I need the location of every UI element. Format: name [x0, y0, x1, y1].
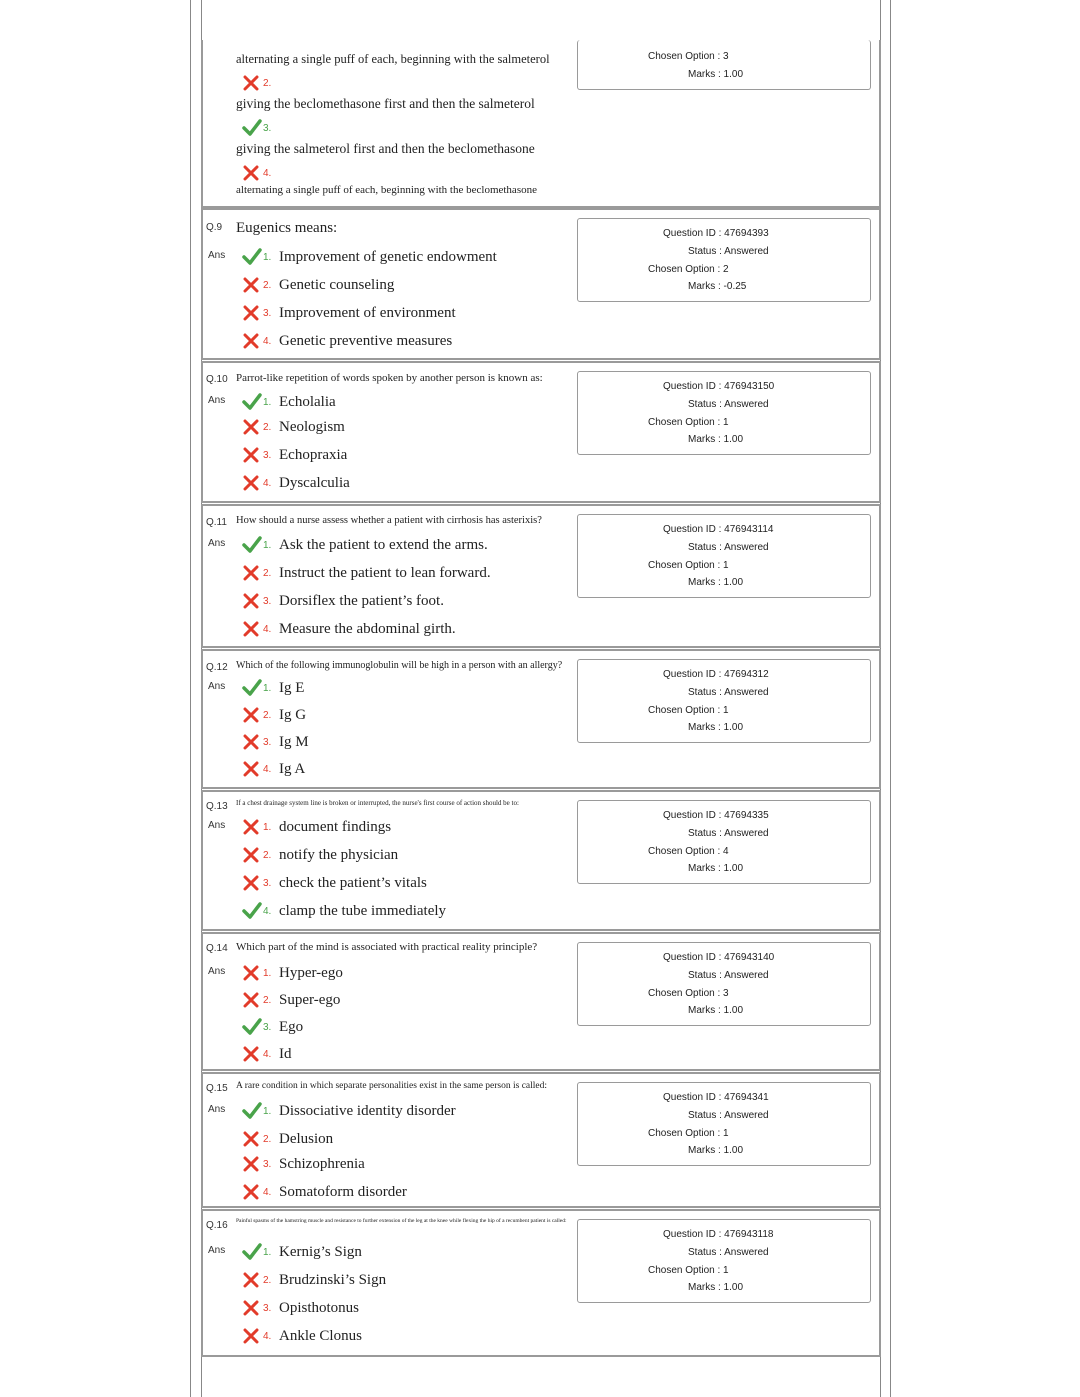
cross-icon — [242, 1299, 260, 1317]
option-number: 4. — [263, 1048, 272, 1060]
ans-label: Ans — [208, 966, 226, 977]
cross-icon — [242, 991, 260, 1009]
cross-icon — [242, 1155, 260, 1173]
option-number: 1. — [263, 396, 272, 408]
question-text: Which of the following immunoglobulin will be high in a person with an allergy? — [236, 660, 563, 671]
option-text: Ig G — [279, 706, 307, 723]
cross-icon — [242, 733, 260, 751]
option-2 — [242, 989, 340, 1011]
option-2 — [242, 274, 394, 296]
option-text: Genetic counseling — [279, 276, 395, 293]
option-2 — [242, 416, 345, 438]
ans-label: Ans — [208, 820, 226, 831]
option-1 — [242, 1241, 362, 1263]
question-number: Q.13 — [206, 801, 228, 812]
ans-label: Ans — [208, 250, 226, 261]
option-number: 2. — [263, 1133, 272, 1145]
option-text: Dorsiflex the patient’s foot. — [279, 592, 444, 609]
option-4 — [242, 618, 456, 640]
cross-icon — [242, 418, 260, 436]
option-text: clamp the tube immediately — [279, 902, 447, 919]
option-4 — [242, 472, 350, 494]
question-number: Q.16 — [206, 1220, 228, 1231]
question-id: Question ID : 476943114 — [663, 524, 774, 535]
option-number: 2. — [263, 421, 272, 433]
option-3 — [242, 1016, 303, 1038]
option-1 — [242, 962, 343, 984]
marks: Marks : 1.00 — [688, 722, 744, 733]
option-number: 2. — [263, 77, 272, 89]
check-icon — [242, 393, 260, 411]
marks: Marks : 1.00 — [688, 577, 744, 588]
option-number: 3. — [263, 307, 272, 319]
chosen-option: Chosen Option : 1 — [648, 560, 729, 571]
status: Status : Answered — [688, 399, 769, 410]
status: Status : Answered — [688, 687, 769, 698]
option-text: Ig M — [279, 733, 309, 750]
cross-icon — [242, 874, 260, 892]
question-number: Q.11 — [206, 517, 227, 528]
option-3 — [242, 1297, 359, 1319]
option-1 — [242, 1100, 456, 1122]
status: Status : Answered — [688, 828, 769, 839]
question-info-box — [577, 218, 871, 302]
status: Status : Answered — [688, 970, 769, 981]
option-number: 4. — [263, 623, 272, 635]
option-4 — [242, 162, 277, 184]
cross-icon — [242, 332, 260, 350]
option-text: Id — [279, 1045, 292, 1062]
option-number: 2. — [263, 567, 272, 579]
question-number: Q.15 — [206, 1083, 228, 1094]
question-number: Q.14 — [206, 943, 228, 954]
question-info-box — [577, 1219, 871, 1303]
check-icon — [242, 1243, 260, 1261]
option-number: 4. — [263, 477, 272, 489]
option-2 — [242, 72, 277, 94]
option-text: Genetic preventive measures — [279, 332, 453, 349]
option-4 — [242, 330, 452, 352]
chosen-option: Chosen Option : 3 — [648, 988, 729, 999]
question-block — [201, 361, 881, 503]
option-number: 3. — [263, 1158, 272, 1170]
marks: Marks : 1.00 — [688, 434, 744, 445]
question-text: How should a nurse assess whether a patient with cirrhosis has asterixis? — [236, 515, 542, 526]
option-2 — [242, 1269, 386, 1291]
question-id: Question ID : 47694341 — [663, 1092, 769, 1103]
option-number: 4. — [263, 167, 272, 179]
option-number: 3. — [263, 122, 272, 134]
option-text: Brudzinski’s Sign — [279, 1271, 387, 1288]
option-number: 2. — [263, 1274, 272, 1286]
question-text: Parrot-like repetition of words spoken by another person is known as: — [236, 372, 543, 384]
option-number: 3. — [263, 1302, 272, 1314]
option-1 — [242, 391, 336, 413]
question-id: Question ID : 47694312 — [663, 669, 769, 680]
question-number: Q.10 — [206, 374, 228, 385]
option-number: 1. — [263, 821, 272, 833]
option-4 — [242, 1181, 407, 1203]
option-2 — [242, 704, 306, 726]
option-3 — [242, 590, 444, 612]
cross-icon — [242, 760, 260, 778]
chosen-option: Chosen Option : 1 — [648, 1265, 729, 1276]
option-number: 2. — [263, 849, 272, 861]
question-block — [201, 790, 881, 931]
option-number: 4. — [263, 1186, 272, 1198]
option-number: 1. — [263, 251, 272, 263]
chosen-option: Chosen Option : 4 — [648, 846, 729, 857]
option-number: 1. — [263, 1105, 272, 1117]
option-number: 4. — [263, 763, 272, 775]
question-number: Q.9 — [206, 222, 223, 233]
cross-icon — [242, 1327, 260, 1345]
option-2 — [242, 1128, 333, 1150]
option-text: Dyscalculia — [279, 474, 350, 491]
question-id: Question ID : 476943150 — [663, 381, 775, 392]
option-number: 2. — [263, 279, 272, 291]
option-text: Opisthotonus — [279, 1299, 360, 1316]
option-3 — [242, 872, 427, 894]
option-text: Super-ego — [279, 991, 341, 1008]
cross-icon — [242, 1183, 260, 1201]
question-info-box — [577, 659, 871, 743]
option-3 — [242, 1153, 365, 1175]
option-text: Ig A — [279, 760, 306, 777]
cross-icon — [242, 1045, 260, 1063]
chosen-option: Chosen Option : 1 — [648, 417, 729, 428]
marks: Marks : 1.00 — [688, 1282, 744, 1293]
option-number: 1. — [263, 967, 272, 979]
cross-icon — [242, 620, 260, 638]
chosen-option: Chosen Option : 3 — [648, 51, 729, 62]
option-number: 2. — [263, 709, 272, 721]
question-info-box — [577, 1082, 871, 1166]
option-number: 3. — [263, 877, 272, 889]
question-id: Question ID : 476943140 — [663, 952, 775, 963]
check-icon — [242, 248, 260, 266]
option-4 — [242, 758, 305, 780]
option-number: 3. — [263, 1021, 272, 1033]
option-text: Hyper-ego — [279, 964, 343, 981]
option-text: Instruct the patient to lean forward. — [279, 564, 491, 581]
option-text: Measure the abdominal girth. — [279, 620, 456, 637]
question-id: Question ID : 47694335 — [663, 810, 769, 821]
option-1 — [242, 816, 391, 838]
option-4 — [242, 1325, 362, 1347]
ans-label: Ans — [208, 1104, 226, 1115]
cross-icon — [242, 474, 260, 492]
option-text: Neologism — [279, 418, 345, 435]
option-number: 1. — [263, 539, 272, 551]
option-text: Ankle Clonus — [279, 1327, 362, 1344]
cross-icon — [242, 1130, 260, 1148]
option-text: Kernig’s Sign — [279, 1243, 362, 1260]
frame-right-outer — [890, 0, 891, 1397]
option-number: 3. — [263, 595, 272, 607]
option-text: Ig E — [279, 679, 305, 696]
option-text: Echolalia — [279, 393, 336, 410]
question-text: Eugenics means: — [236, 220, 338, 236]
question-block-partial — [201, 40, 881, 208]
chosen-option: Chosen Option : 2 — [648, 264, 729, 275]
option-text: Improvement of environment — [279, 304, 456, 321]
question-text: Which part of the mind is associated with practical reality principle? — [236, 941, 538, 953]
option-3 — [242, 117, 277, 139]
cross-icon — [242, 964, 260, 982]
question-info-box — [577, 514, 871, 598]
question-info-box — [577, 371, 871, 455]
option-1 — [242, 246, 497, 268]
chosen-option: Chosen Option : 1 — [648, 1128, 729, 1139]
option-3 — [242, 444, 347, 466]
check-icon — [242, 119, 260, 137]
option-text: giving the salmeterol first and then the beclomethasone — [236, 141, 535, 156]
option-3 — [242, 731, 309, 753]
ans-label: Ans — [208, 538, 226, 549]
cross-icon — [242, 706, 260, 724]
option-1 — [242, 534, 488, 556]
cross-icon — [242, 846, 260, 864]
option-number: 1. — [263, 682, 272, 694]
frame-left-outer — [190, 0, 191, 1397]
cross-icon — [242, 564, 260, 582]
option-text: document findings — [279, 818, 392, 835]
option-text: Improvement of genetic endowment — [279, 248, 497, 265]
chosen-option: Chosen Option : 1 — [648, 705, 729, 716]
cross-icon — [242, 276, 260, 294]
option-4 — [242, 900, 446, 922]
option-text: alternating a single puff of each, beginning with the beclomethasone — [236, 184, 537, 196]
check-icon — [242, 1018, 260, 1036]
cross-icon — [242, 164, 260, 182]
question-number: Q.12 — [206, 662, 228, 673]
option-text: Schizophrenia — [279, 1155, 365, 1172]
option-text: Somatoform disorder — [279, 1183, 407, 1200]
option-text: Ask the patient to extend the arms. — [279, 536, 488, 553]
option-3 — [242, 302, 456, 324]
ans-label: Ans — [208, 395, 226, 406]
cross-icon — [242, 304, 260, 322]
marks: Marks : 1.00 — [688, 1005, 744, 1016]
status: Status : Answered — [688, 1110, 769, 1121]
marks: Marks : -0.25 — [688, 281, 747, 292]
cross-icon — [242, 818, 260, 836]
question-block — [201, 649, 881, 789]
status: Status : Answered — [688, 246, 769, 257]
question-id: Question ID : 476943118 — [663, 1229, 774, 1240]
option-text: check the patient’s vitals — [279, 874, 427, 891]
check-icon — [242, 679, 260, 697]
ans-label: Ans — [208, 1245, 226, 1256]
marks: Marks : 1.00 — [688, 1145, 744, 1156]
option-number: 3. — [263, 449, 272, 461]
question-block — [201, 932, 881, 1071]
question-info-box — [577, 40, 871, 90]
question-info-box — [577, 942, 871, 1026]
ans-label: Ans — [208, 681, 226, 692]
option-text-fragment: alternating a single puff of each, beginning with the salmeterol — [236, 52, 550, 66]
check-icon — [242, 1102, 260, 1120]
option-2 — [242, 844, 398, 866]
option-number: 4. — [263, 905, 272, 917]
option-number: 1. — [263, 1246, 272, 1258]
marks: Marks : 1.00 — [688, 69, 744, 80]
option-1 — [242, 677, 304, 699]
option-number: 2. — [263, 994, 272, 1006]
question-info-box — [577, 800, 871, 884]
question-text: If a chest drainage system line is broken or interrupted, the nurse's first course of action should be to: — [236, 799, 519, 807]
option-text: Echopraxia — [279, 446, 348, 463]
option-text: Dissociative identity disorder — [279, 1102, 456, 1119]
option-text: notify the physician — [279, 846, 399, 863]
question-text: Painful spasms of the hamstring muscle and resistance to further extension of the leg at the knee while flexing the hip of a recumbent patient is called: — [236, 1218, 567, 1224]
question-block — [201, 504, 881, 648]
cross-icon — [242, 74, 260, 92]
question-id: Question ID : 47694393 — [663, 228, 769, 239]
option-text: giving the beclomethasone first and then the salmeterol — [236, 96, 535, 111]
question-block — [201, 1209, 881, 1357]
option-4 — [242, 1043, 292, 1065]
check-icon — [242, 536, 260, 554]
option-2 — [242, 562, 491, 584]
option-number: 4. — [263, 335, 272, 347]
status: Status : Answered — [688, 1247, 769, 1258]
question-block — [201, 208, 881, 360]
option-text: Delusion — [279, 1130, 334, 1147]
check-icon — [242, 902, 260, 920]
status: Status : Answered — [688, 542, 769, 553]
cross-icon — [242, 446, 260, 464]
cross-icon — [242, 1271, 260, 1289]
question-text: A rare condition in which separate personalities exist in the same person is called: — [236, 1081, 548, 1091]
marks: Marks : 1.00 — [688, 863, 744, 874]
option-number: 4. — [263, 1330, 272, 1342]
option-number: 3. — [263, 736, 272, 748]
option-text: Ego — [279, 1018, 304, 1035]
cross-icon — [242, 592, 260, 610]
question-block — [201, 1072, 881, 1208]
